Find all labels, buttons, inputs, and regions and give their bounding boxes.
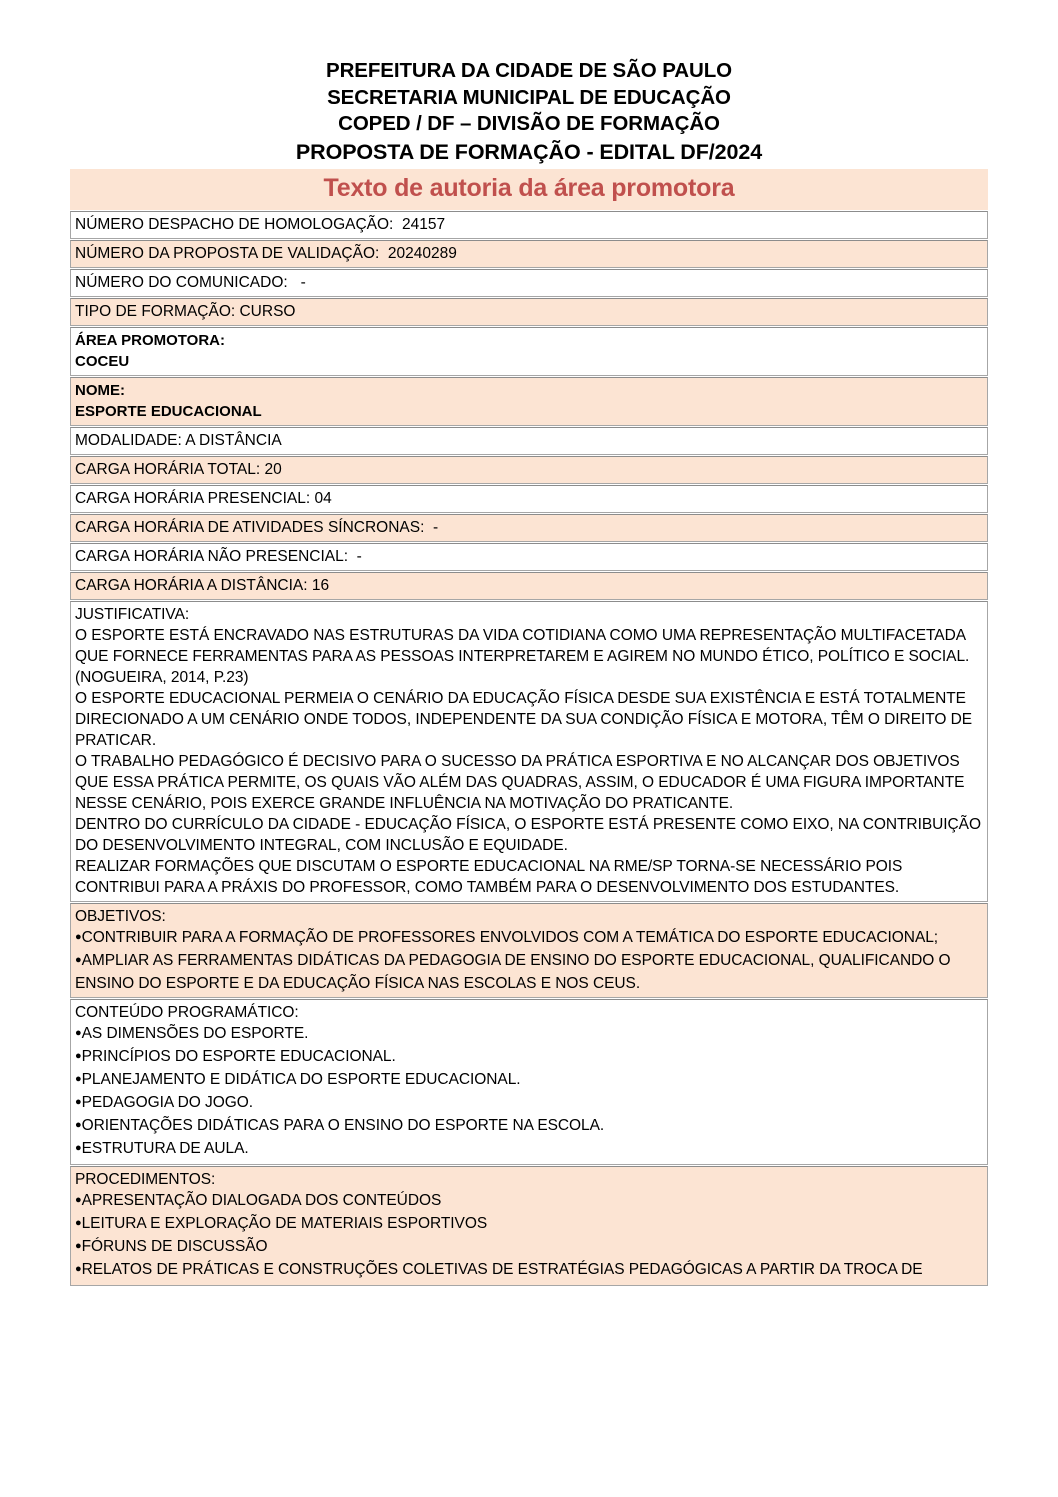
conteudo-item-2: ● PRINCÍPIOS DO ESPORTE EDUCACIONAL.: [75, 1046, 984, 1069]
table-row-carga-horaria-nao-presencial: [70, 543, 988, 571]
procedimentos-item-4: ● RELATOS DE PRÁTICAS E CONSTRUÇÕES COLETIVAS DE ESTRATÉGIAS PEDAGÓGICAS A PARTIR DA TROCA DE: [75, 1259, 984, 1282]
conteudo-item-4: ● PEDAGOGIA DO JOGO.: [75, 1092, 984, 1115]
conteudo-item-6: ● ESTRUTURA DE AULA.: [75, 1138, 984, 1161]
table-row-area-promotora: [70, 327, 988, 376]
justificativa-paragraph-5: REALIZAR FORMAÇÕES QUE DISCUTAM O ESPORTE EDUCACIONAL NA RME/SP TORNA-SE NECESSÁRIO POIS CONTRIBUI PARA A PRÁXIS DO PROFESSOR, COMO TAMBÉM PARA O DESENVOLVIMENTO DOS ESTUDANTES.: [75, 857, 903, 896]
table-row-despacho: [70, 211, 988, 239]
field-carga-horaria-distancia: CARGA HORÁRIA A DISTÂNCIA: 16: [75, 576, 330, 594]
table-row-modalidade: [70, 427, 988, 455]
procedimentos-item-2: ● LEITURA E EXPLORAÇÃO DE MATERIAIS ESPORTIVOS: [75, 1213, 984, 1236]
field-carga-horaria-nao-presencial: CARGA HORÁRIA NÃO PRESENCIAL: -: [75, 547, 362, 565]
objetivos-item-1: ● CONTRIBUIR PARA A FORMAÇÃO DE PROFESSORES ENVOLVIDOS COM A TEMÁTICA DO ESPORTE EDUCACIONAL;: [75, 927, 984, 950]
table-row-proposta: [70, 240, 988, 268]
label-procedimentos: PROCEDIMENTOS:: [75, 1170, 216, 1188]
value-nome: ESPORTE EDUCACIONAL: [75, 402, 262, 420]
table-row-justificativa: [70, 601, 988, 902]
proposal-form-table: [70, 210, 988, 1287]
field-numero-comunicado: NÚMERO DO COMUNICADO: -: [75, 273, 306, 291]
objetivos-item-2: ● AMPLIAR AS FERRAMENTAS DIDÁTICAS DA PEDAGOGIA DE ENSINO DO ESPORTE EDUCACIONAL, QUALIFICANDO O ENSINO DO ESPORTE E DA EDUCAÇÃO FÍSICA NAS ESCOLAS E NOS CEUS.: [75, 950, 984, 994]
table-row-carga-horaria-distancia: [70, 572, 988, 600]
conteudo-item-1: ● AS DIMENSÕES DO ESPORTE.: [75, 1023, 984, 1046]
table-row-comunicado: [70, 269, 988, 297]
label-area-promotora: ÁREA PROMOTORA:: [75, 331, 225, 349]
table-row-conteudo-programatico: [70, 999, 988, 1165]
justificativa-paragraph-1: O ESPORTE ESTÁ ENCRAVADO NAS ESTRUTURAS DA VIDA COTIDIANA COMO UMA REPRESENTAÇÃO MULTIFACETADA QUE FORNECE FERRAMENTAS PARA AS PESSOAS INTERPRETAREM E AGIREM NO MUNDO ÉTICO, POLÍTICO E SOCIAL. (NOGUEIRA, 2014, P.23): [75, 626, 970, 686]
conteudo-item-3: ● PLANEJAMENTO E DIDÁTICA DO ESPORTE EDUCACIONAL.: [75, 1069, 984, 1092]
justificativa-paragraph-3: O TRABALHO PEDAGÓGICO É DECISIVO PARA O SUCESSO DA PRÁTICA ESPORTIVA E NO ALCANÇAR DOS OBJETIVOS QUE ESSA PRÁTICA PERMITE, OS QUAIS VÃO ALÉM DAS QUADRAS, ASSIM, O EDUCADOR É UMA FIGURA IMPORTANTE NESSE CENÁRIO, POIS EXERCE GRANDE INFLUÊNCIA NA MOTIVAÇÃO DO PRATICANTE.: [75, 752, 965, 812]
document-header: [0, 0, 1058, 166]
field-numero-proposta-validacao: NÚMERO DA PROPOSTA DE VALIDAÇÃO: 20240289: [75, 244, 457, 262]
header-line-coped: COPED / DF – DIVISÃO DE FORMAÇÃO: [338, 112, 720, 135]
header-line-prefeitura: PREFEITURA DA CIDADE DE SÃO PAULO: [326, 59, 732, 82]
field-modalidade: MODALIDADE: A DISTÂNCIA: [75, 431, 282, 449]
table-row-objetivos: [70, 903, 988, 998]
table-row-nome: [70, 377, 988, 426]
authorship-banner: [70, 169, 988, 210]
header-line-secretaria: SECRETARIA MUNICIPAL DE EDUCAÇÃO: [327, 85, 731, 109]
label-nome: NOME:: [75, 381, 125, 399]
field-tipo-formacao: TIPO DE FORMAÇÃO: CURSO: [75, 302, 296, 320]
table-row-carga-horaria-sincronas: [70, 514, 988, 542]
field-carga-horaria-total: CARGA HORÁRIA TOTAL: 20: [75, 460, 282, 478]
label-conteudo-programatico: CONTEÚDO PROGRAMÁTICO:: [75, 1003, 299, 1021]
conteudo-item-5: ● ORIENTAÇÕES DIDÁTICAS PARA O ENSINO DO ESPORTE NA ESCOLA.: [75, 1115, 984, 1138]
field-carga-horaria-presencial: CARGA HORÁRIA PRESENCIAL: 04: [75, 489, 332, 507]
justificativa-paragraph-2: O ESPORTE EDUCACIONAL PERMEIA O CENÁRIO DA EDUCAÇÃO FÍSICA DESDE SUA EXISTÊNCIA E ESTÁ TOTALMENTE DIRECIONADO A UM CENÁRIO ONDE TODOS, INDEPENDENTE DA SUA CONDIÇÃO FÍSICA E MOTORA, TÊM O DIREITO DE PRATICAR.: [75, 689, 973, 749]
table-row-tipo-formacao: [70, 298, 988, 326]
table-row-procedimentos: [70, 1166, 988, 1286]
procedimentos-item-1: ● APRESENTAÇÃO DIALOGADA DOS CONTEÚDOS: [75, 1190, 984, 1213]
table-row-carga-horaria-total: [70, 456, 988, 484]
justificativa-paragraph-4: DENTRO DO CURRÍCULO DA CIDADE - EDUCAÇÃO FÍSICA, O ESPORTE ESTÁ PRESENTE COMO EIXO, NA CONTRIBUIÇÃO DO DESENVOLVIMENTO INTEGRAL, COM INCLUSÃO E EQUIDADE.: [75, 815, 981, 854]
authorship-banner-text: Texto de autoria da área promotora: [323, 173, 735, 202]
header-line-proposta: PROPOSTA DE FORMAÇÃO - EDITAL DF/2024: [295, 139, 763, 164]
table-row-carga-horaria-presencial: [70, 485, 988, 513]
field-despacho-homologacao: NÚMERO DESPACHO DE HOMOLOGAÇÃO: 24157: [75, 215, 446, 233]
procedimentos-item-3: ● FÓRUNS DE DISCUSSÃO: [75, 1236, 984, 1259]
label-justificativa: JUSTIFICATIVA:: [75, 605, 190, 623]
label-objetivos: OBJETIVOS:: [75, 907, 166, 925]
field-carga-horaria-sincronas: CARGA HORÁRIA DE ATIVIDADES SÍNCRONAS: -: [75, 518, 439, 536]
value-area-promotora: COCEU: [75, 352, 130, 370]
